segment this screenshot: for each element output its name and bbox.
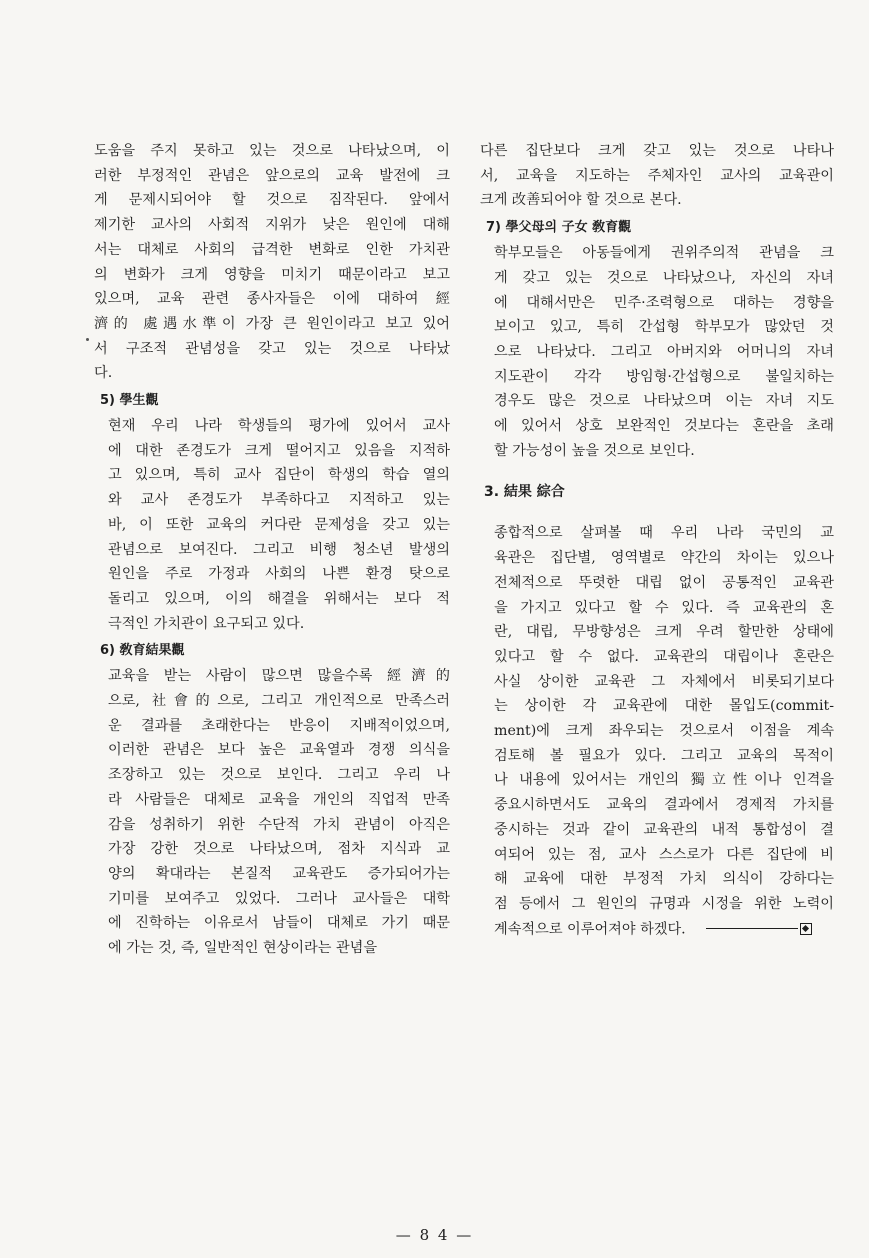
- text-line: 다른 집단보다 크게 갖고 있는 것으로 나타나: [480, 143, 834, 159]
- chapter-heading-summary: 3. 結果 綜合: [484, 484, 565, 501]
- text-line: 란, 대립, 무방향성은 크게 우려 할만한 상태에: [494, 624, 834, 641]
- text-line: 에 가는 것, 즉, 일반적인 현상이라는 관념을: [108, 940, 378, 957]
- text-line: 있다고 할 수 없다. 교육관의 대립이나 혼란은: [494, 648, 834, 665]
- text-line: 중요시하면서도 교육의 결과에서 경제적 가치를: [494, 797, 834, 814]
- text-line: 사실 상이한 교육관 그 자체에서 비롯되기보다: [494, 673, 834, 690]
- text-line: 경우도 많은 것으로 나타났으며 이는 자녀 지도: [494, 393, 834, 410]
- text-line: 게 문제시되어야 할 것으로 짐작된다. 앞에서: [94, 192, 450, 209]
- text-line: 라 사람들은 대체로 교육을 개인의 직업적 만족: [108, 791, 450, 808]
- text-line: 에 있어서 상호 보완적인 것보다는 혼란을 초래: [494, 418, 834, 435]
- text-line: 濟的 處遇水準이 가장 큰 원인이라고 보고 있어: [94, 315, 450, 332]
- left-column: [94, 139, 450, 961]
- text-line: 에 대한 존경도가 크게 떨어지고 있음을 지적하: [108, 442, 450, 459]
- text-line: 고 있으며, 특히 교사 집단이 학생의 학습 열의: [108, 467, 450, 484]
- text-line: 운 결과를 초래한다는 반응이 지배적이었으며,: [108, 717, 450, 734]
- text-line: 양의 확대라는 본질적 교육관도 증가되어가는: [108, 865, 450, 882]
- text-line: 나 내용에 있어서는 개인의 獨立性이나 인격을: [494, 772, 834, 789]
- section-heading-parent-view: 7) 學父母의 子女 敎育觀: [486, 220, 632, 236]
- text-line: 가장 강한 것으로 나타났으며, 점차 지식과 교: [108, 841, 450, 858]
- text-line: 여되어 있는 점, 교사 스스로가 다른 집단에 비: [494, 846, 834, 863]
- text-line: 크게 改善되어야 할 것으로 본다.: [480, 192, 682, 209]
- section-heading-education-result-view: 6) 敎育結果觀: [100, 643, 185, 659]
- paragraph-continuation: [480, 139, 834, 213]
- text-line: 에 진학하는 이유로서 남들이 대체로 가기 때문: [108, 915, 450, 932]
- text-line: 원인을 주로 가정과 사회의 나쁜 환경 탓으로: [108, 566, 450, 583]
- text-line: 종합적으로 살펴볼 때 우리 나라 국민의 교: [494, 525, 834, 542]
- page-number: — 8 4 —: [395, 1226, 474, 1244]
- paragraph-education-result-view: [94, 664, 450, 960]
- right-column: [480, 139, 834, 942]
- text-line: 도움을 주지 못하고 있는 것으로 나타났으며, 이: [94, 143, 450, 159]
- text-line: 보이고 있고, 특히 간섭형 학부모가 많았던 것: [494, 319, 834, 336]
- text-line: 극적인 가치관이 요구되고 있다.: [108, 615, 305, 632]
- text-line: 을 가지고 있다고 할 수 있다. 즉 교육관의 혼: [494, 599, 834, 616]
- text-line: 돌리고 있으며, 이의 해결을 위해서는 보다 적: [108, 590, 450, 607]
- text-line: 계속적으로 이루어져야 하겠다.: [480, 917, 834, 942]
- text-line: 이러한 관념은 보다 높은 교육열과 경쟁 의식을: [108, 742, 450, 759]
- text-line: 감을 성취하기 위한 수단적 가치 관념이 아직은: [108, 816, 450, 833]
- text-line: 제기한 교사의 사회적 지위가 낮은 원인에 대해: [94, 217, 450, 234]
- text-line: 서 구조적 관념성을 갖고 있는 것으로 나타났: [94, 340, 450, 357]
- paragraph-student-view: [94, 414, 450, 636]
- text-line: 와 교사 존경도가 부족하다고 지적하고 있는: [108, 492, 450, 509]
- text-line: 교육을 받는 사람이 많으면 많을수록 經濟的: [108, 668, 450, 685]
- text-line: 게 갖고 있는 것으로 나타났으나, 자신의 자녀: [494, 269, 834, 286]
- text-line: 점 등에서 그 원인의 규명과 시정을 위한 노력이: [494, 895, 834, 912]
- paragraph-summary: [480, 521, 834, 941]
- text-line: 있으며, 교육 관련 종사자들은 이에 대하여 經: [94, 291, 450, 308]
- text-line: 의 변화가 크게 영향을 미치기 때문이라고 보고: [94, 266, 450, 283]
- text-line: 검토해 볼 필요가 있다. 그리고 교육의 목적이: [494, 747, 834, 764]
- text-line: 에 대해서만은 민주·조력형으로 대하는 경향을: [494, 294, 834, 311]
- text-line: 전체적으로 뚜렷한 대립 없이 공통적인 교육관: [494, 574, 834, 591]
- text-line: 해 교육에 대한 부정적 가치 의식이 강하다는: [494, 871, 834, 888]
- text-line: 중시하는 것과 같이 교육관의 내적 통합성이 결: [494, 821, 834, 838]
- text-line: 관념으로 보여진다. 그리고 비행 청소년 발생의: [108, 541, 450, 558]
- text-line: 할 가능성이 높을 것으로 보인다.: [494, 442, 695, 459]
- text-line: ment)에 크게 좌우되는 것으로서 이점을 계속: [494, 723, 834, 740]
- text-line: 는 상이한 각 교육관에 대한 몰입도(commit-: [494, 698, 834, 715]
- text-line: 현재 우리 나라 학생들의 평가에 있어서 교사: [108, 418, 450, 435]
- text-line: 다.: [94, 365, 113, 382]
- text-line: 으로 나타났다. 그리고 아버지와 어머니의 자녀: [494, 343, 834, 360]
- scan-speck: [86, 338, 89, 341]
- text-line: 으로, 社會的으로, 그리고 개인적으로 만족스러: [108, 693, 450, 710]
- paragraph-teacher-status: [94, 139, 450, 386]
- text-line: 러한 부정적인 관념은 앞으로의 교육 발전에 크: [94, 167, 450, 184]
- text-line: 기미를 보여주고 있었다. 그러나 교사들은 대학: [108, 890, 450, 907]
- text-line: 바, 이 또한 교육의 커다란 문제성을 갖고 있는: [108, 516, 450, 533]
- end-of-article-mark: [692, 917, 812, 942]
- text-line: 지도관이 각각 방임형·간섭형으로 불일치하는: [494, 368, 834, 385]
- text-line: 서는 대체로 사회의 급격한 변화로 인한 가치관: [94, 241, 450, 258]
- text-line: 서, 교육을 지도하는 주체자인 교사의 교육관이: [480, 167, 834, 184]
- text-line: 조장하고 있는 것으로 보인다. 그리고 우리 나: [108, 767, 450, 784]
- paragraph-parent-view: [480, 241, 834, 463]
- text-line: 육관은 집단별, 영역별로 약간의 차이는 있으나: [494, 550, 834, 567]
- text-line: 학부모들은 아동들에게 권위주의적 관념을 크: [494, 245, 834, 262]
- section-heading-student-view: 5) 學生觀: [100, 393, 159, 409]
